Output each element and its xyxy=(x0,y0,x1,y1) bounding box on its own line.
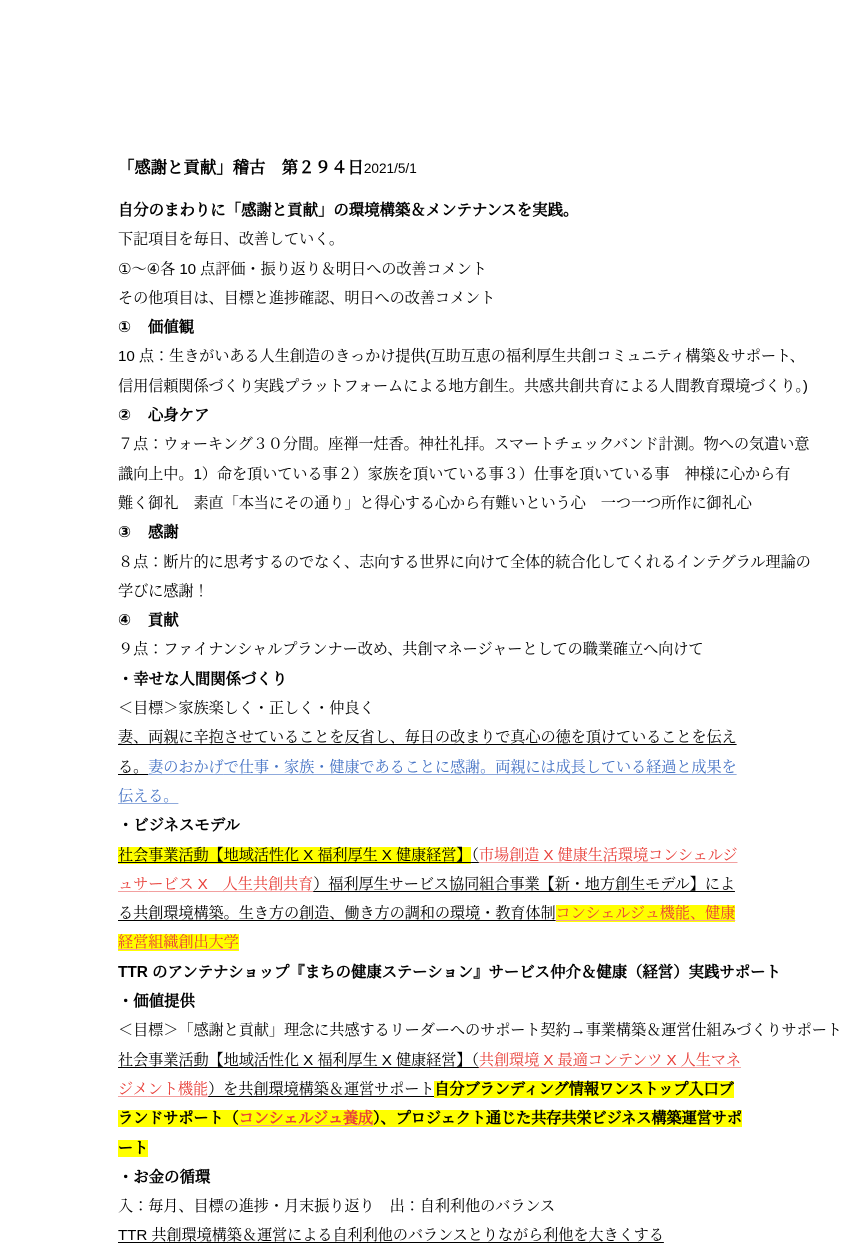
business-model-heading: ・ビジネスモデル xyxy=(118,817,240,835)
section-number-1: ① xyxy=(118,319,132,337)
business-model-plain-2: ）福利厚生サービス協同組合事業【新・地方創生モデル】による共創環境構 xyxy=(118,875,735,923)
relationships-text xyxy=(118,723,744,811)
business-model-red-1: 市場創造 X 健康生活環境コンシェルジュサ xyxy=(118,846,738,893)
section-1-line-2: 信用信頼関係づくり実践プラットフォームによる地方創生。共感共創共育による人間教育環境づくり。) xyxy=(118,377,808,395)
value-offer-heading: ・価値提供 xyxy=(118,993,195,1011)
value-offer-red-2: ント機能 xyxy=(147,1080,209,1098)
relationships-goal: ＜目標＞家族楽しく・正しく・仲良く xyxy=(118,700,375,718)
section-heading-3 xyxy=(118,518,744,547)
section-title-3: 感謝 xyxy=(148,524,179,542)
money-flow-line-2: TTR 共創環境構築＆運営による自利利他のバランスとりながら利他を大きくする xyxy=(118,1227,664,1245)
section-title-1: 価値観 xyxy=(148,319,195,337)
page-title-date: 2021/5/1 xyxy=(363,161,417,176)
intro-line-1: 下記項目を毎日、改善していく。 xyxy=(118,231,345,249)
section-3-line-1: ８点：断片的に思考するのでなく、志向する世界に向けて全体的統合化してくれるインテグラル理論の xyxy=(118,553,811,571)
value-offer-red-1: 共創環境 X 最適コンテンツ X 人生マネジメ xyxy=(118,1051,741,1098)
value-offer-goal: ＜目標＞「感謝と貢献」理念に共感するリーダーへのサポート契約→事業構築＆運営仕組みづくりサポート xyxy=(118,1022,842,1040)
intro-line-3: その他項目は、目標と進捗確認、明日への改善コメント xyxy=(118,289,496,307)
business-model-bold-line: TTR のアンテナショップ『まちの健康ステーション』サービス仲介＆健康（経営）実践サポート xyxy=(118,963,782,981)
value-offer-highlight-open-paren: （ xyxy=(223,1110,239,1128)
business-model-plain-1: （ xyxy=(471,846,479,864)
section-title-4: 貢献 xyxy=(148,612,179,630)
relationships-text-blue-2: で仕事・家族・健康であることに感謝。両親には成長している経過と成果を伝える。 xyxy=(118,758,737,805)
section-heading-2 xyxy=(118,401,744,430)
section-number-3: ③ xyxy=(118,524,132,542)
business-model-text xyxy=(118,841,744,958)
value-offer-text xyxy=(118,1046,744,1163)
relationships-text-blue-1: 妻のおかげ xyxy=(148,758,224,776)
business-model-red-2: ービス X 人生共創共育 xyxy=(148,875,314,893)
value-offer-plain-2: ）を共創環境構築＆運営サポート xyxy=(208,1080,435,1098)
business-model-highlight-1: 社会事業活動【地域活性化 X 福利厚生 X 健康経営】 xyxy=(118,846,472,864)
section-4-line-1: ９点：ファイナンシャルプランナー改め、共創マネージャーとしての職業確立へ向けて xyxy=(118,641,704,659)
money-flow-line-1: 入：毎月、目標の進捗・月末振り返り 出：自利利他のバランス xyxy=(118,1198,556,1216)
relationships-heading: ・幸せな人間関係づくり xyxy=(118,670,288,688)
section-2-line-3: 難く御礼 素直「本当にその通り」と得心する心から有難いという心 一つ一つ所作に御礼心 xyxy=(118,494,752,512)
value-offer-plain-1: 社会事業活動【地域活性化 X 福利厚生 X 健康経営】（ xyxy=(118,1051,479,1069)
relationships-text-black: 妻、両親に辛抱させていることを反省し、毎日の改まりで真心の徳を頂けていることを伝える。 xyxy=(118,729,737,776)
page-title xyxy=(118,153,744,184)
money-flow-heading: ・お金の循環 xyxy=(118,1168,211,1186)
section-number-4: ④ xyxy=(118,612,132,630)
section-title-2: 心身ケア xyxy=(148,407,210,425)
document-body xyxy=(118,153,842,1251)
section-1-line-1: 10 点：生きがいある人生創造のきっかけ提供(互助互恵の福利厚生共創コミュニティ構築＆サポート、 xyxy=(118,348,805,366)
section-2-line-2: 識向上中。1）命を頂いている事２）家族を頂いている事３）仕事を頂いている事 神様に心から有 xyxy=(118,465,791,483)
business-model-highlight-red-1: コンシェルジュ機能、健康経営組織創出大学 xyxy=(118,905,736,952)
value-offer-highlight-bold-1: 自分ブランディング情報ワンストップ入口ブランドサポート xyxy=(118,1080,734,1128)
value-offer-highlight-red-2: コンシェルジュ養成 xyxy=(238,1110,374,1128)
page-title-text: 「感謝と貢献」稽古 第２９４日 xyxy=(118,159,364,177)
section-heading-1 xyxy=(118,313,744,342)
business-model-plain-3: 築。生き方の創造、働き方の調和の環境・教育体制 xyxy=(208,905,556,923)
intro-line-2: ①〜④各 10 点評価・振り返り＆明日への改善コメント xyxy=(118,260,487,278)
section-3-line-2: 学びに感謝！ xyxy=(118,582,209,600)
section-heading-4 xyxy=(118,606,744,635)
value-offer-highlight-bold-2: ）、プロジェクト通じた共存共栄ビジネス構築運営サポート xyxy=(118,1110,742,1157)
section-number-2: ② xyxy=(118,407,132,425)
section-2-line-1: ７点：ウォーキング３０分間。座禅一炷香。神社礼拝。スマートチェックバンド計測。物への気遣い意 xyxy=(118,436,810,454)
intro-lead: 自分のまわりに「感謝と貢献」の環境構築＆メンテナンスを実践。 xyxy=(118,202,579,219)
